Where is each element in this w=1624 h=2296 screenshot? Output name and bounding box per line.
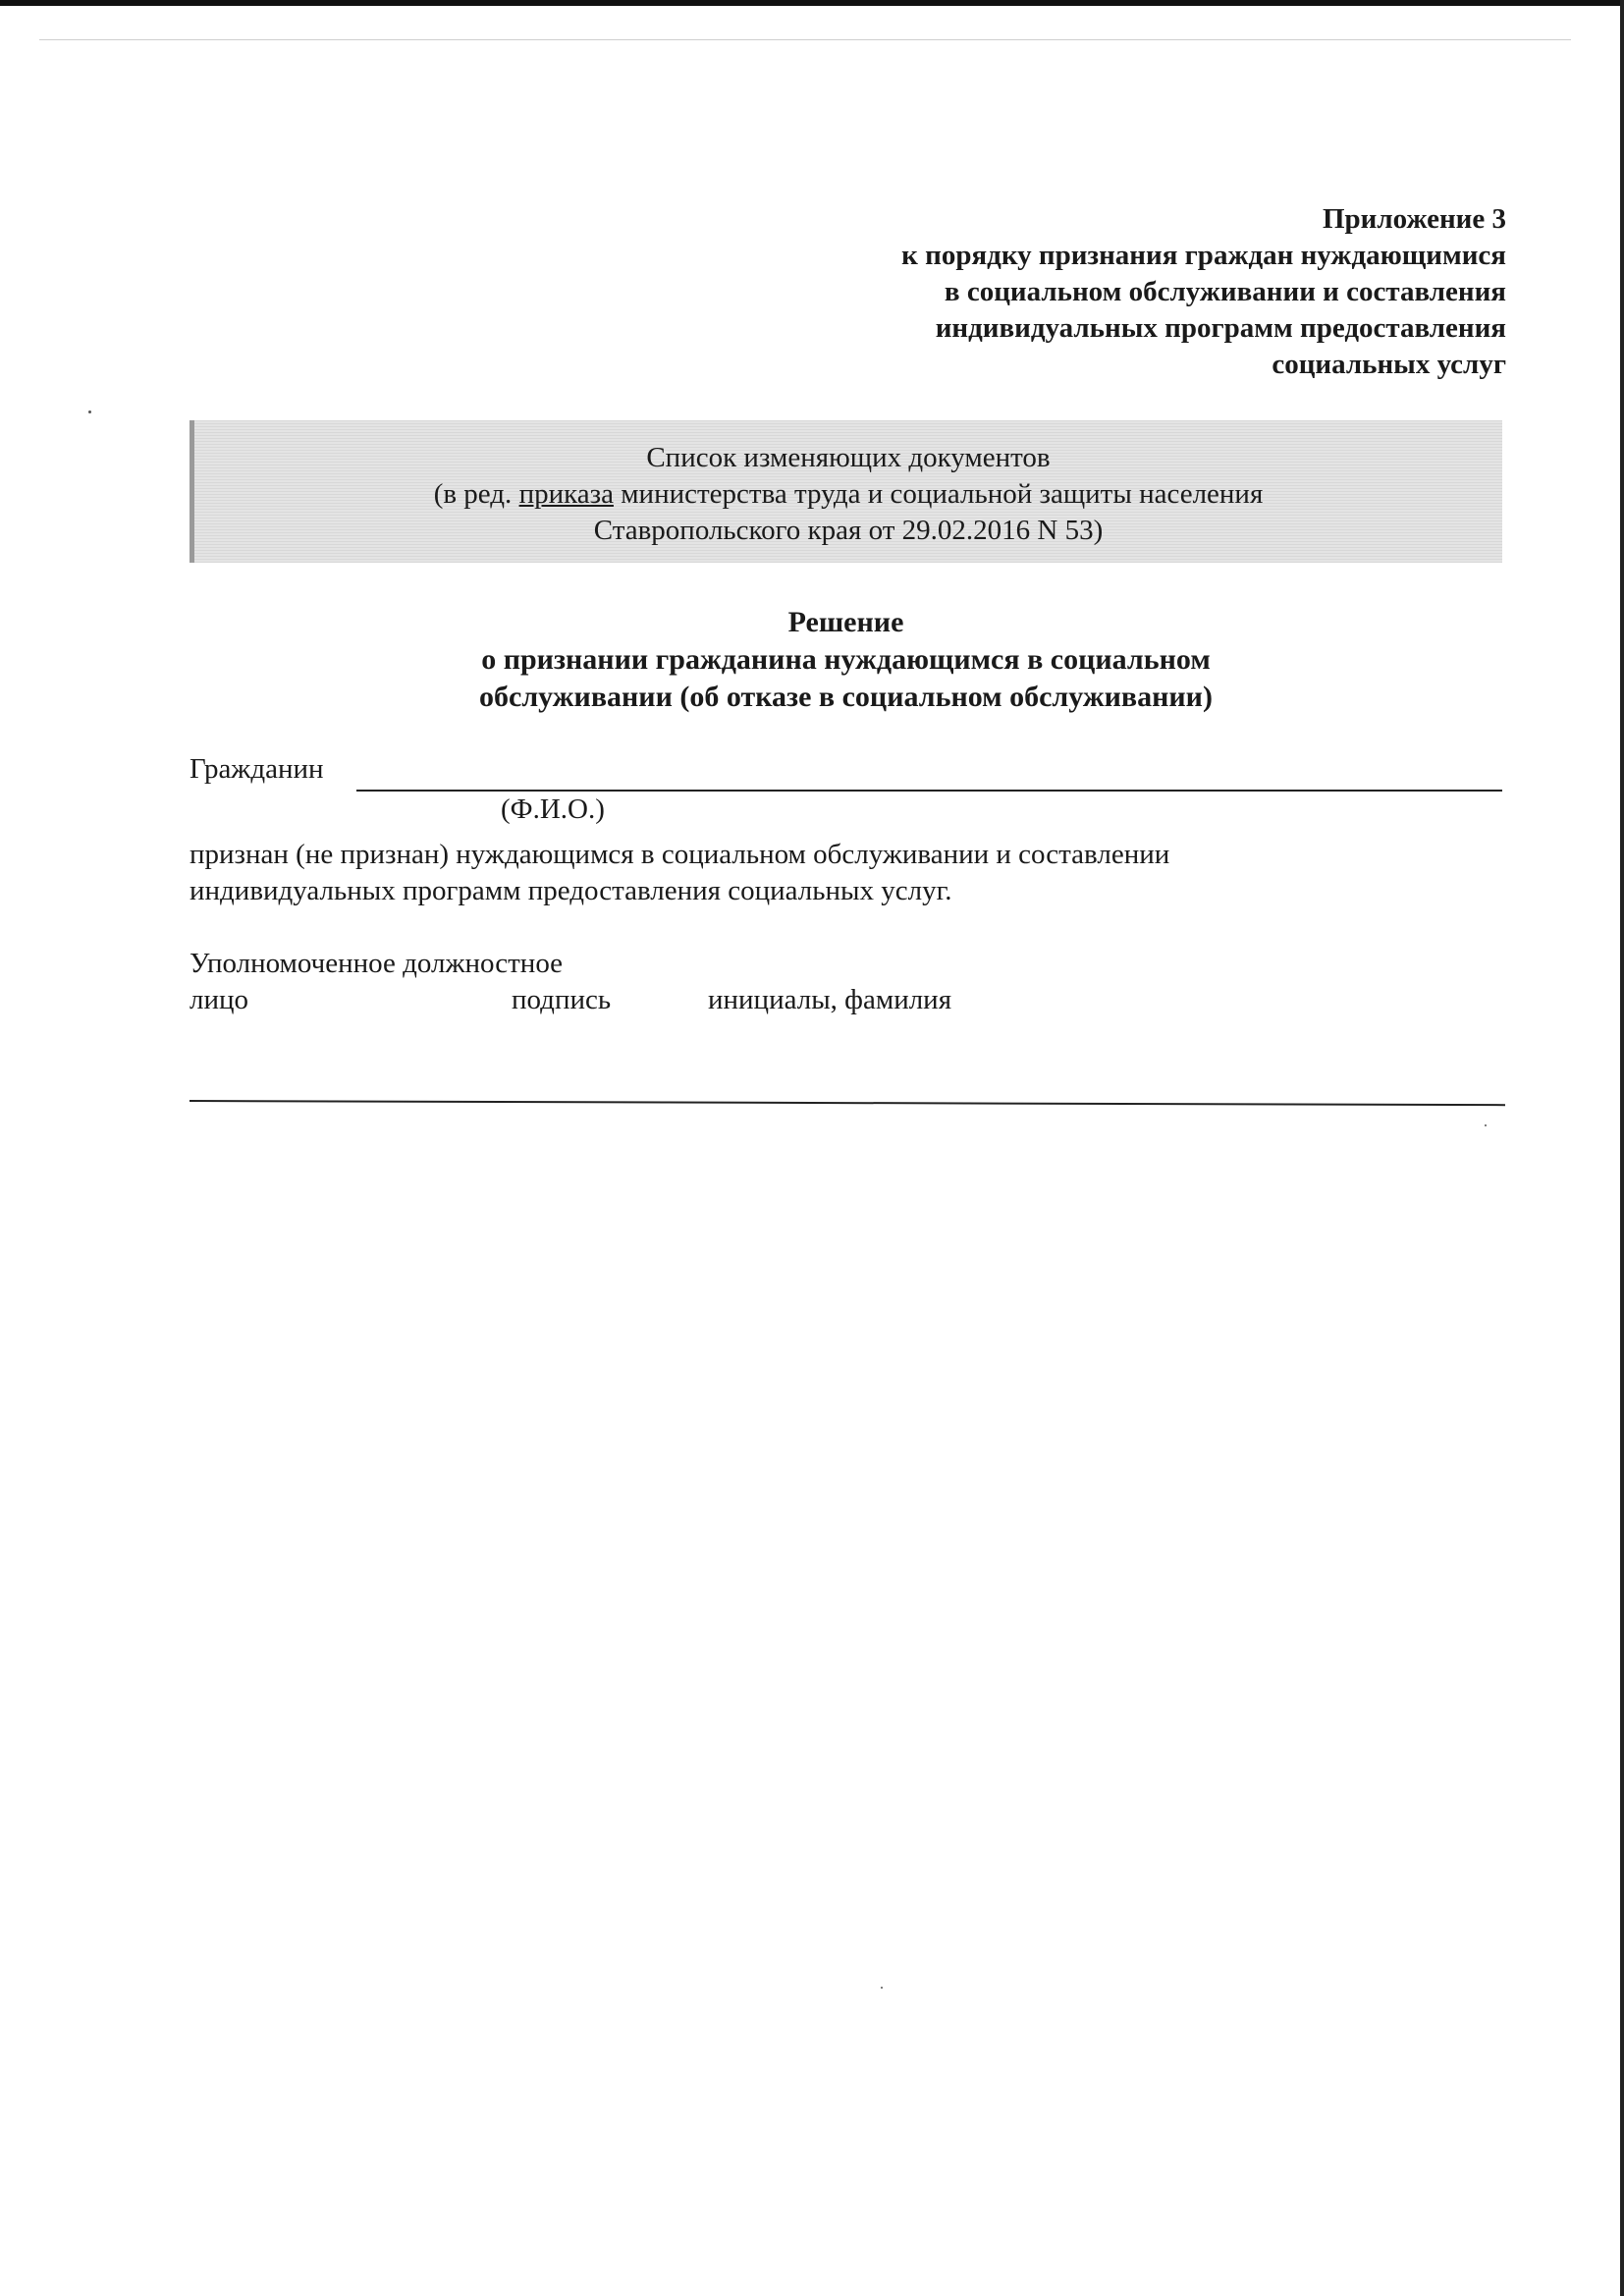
- decision-heading: [189, 604, 1502, 716]
- changing-documents-box: [189, 420, 1502, 563]
- changing-documents-title: Список изменяющих документов: [646, 442, 1051, 473]
- changing-documents-line: Ставропольского края от 29.02.2016 N 53): [593, 515, 1104, 546]
- annex-line: к порядку признания граждан нуждающимися: [901, 240, 1506, 271]
- decision-title: Решение: [787, 606, 904, 638]
- changing-documents-line: [194, 476, 1502, 513]
- citizen-name-field[interactable]: [356, 790, 1502, 792]
- annex-title: Приложение 3: [1323, 203, 1506, 235]
- scan-speck: [881, 1987, 883, 1989]
- bottom-divider: [189, 1100, 1505, 1106]
- annex-header: [623, 201, 1506, 383]
- scan-edge-right: [1620, 0, 1624, 2296]
- annex-line: в социальном обслуживании и составления: [944, 276, 1506, 307]
- changing-documents-prefix: (в ред.: [433, 478, 519, 510]
- order-link[interactable]: приказа: [518, 478, 614, 510]
- scan-artifact-line: [39, 39, 1571, 40]
- official-label: лицо: [189, 984, 249, 1015]
- recognition-line: индивидуальных программ предоставления социальных услуг.: [189, 875, 952, 906]
- decision-subtitle: обслуживании (об отказе в социальном обслуживании): [479, 681, 1213, 713]
- citizen-row: [189, 753, 1502, 793]
- scan-speck: [88, 410, 91, 413]
- decision-subtitle: о признании гражданина нуждающимся в социальном: [481, 643, 1211, 676]
- changing-documents-suffix: министерства труда и социальной защиты населения: [613, 478, 1264, 510]
- scan-speck: [1485, 1124, 1487, 1126]
- fio-caption: (Ф.И.О.): [501, 793, 605, 825]
- recognition-statement: [189, 837, 1169, 909]
- recognition-line: признан (не признан) нуждающимся в социальном обслуживании и составлении: [189, 839, 1170, 870]
- annex-line: индивидуальных программ предоставления: [935, 312, 1506, 344]
- signature-caption: подпись: [512, 984, 612, 1015]
- signature-block: [189, 946, 1171, 1024]
- citizen-label: Гражданин: [189, 753, 324, 785]
- initials-caption: инициалы, фамилия: [708, 984, 952, 1015]
- annex-line: социальных услуг: [1272, 349, 1506, 380]
- official-label: Уполномоченное должностное: [189, 948, 564, 979]
- scan-edge-top: [0, 0, 1624, 6]
